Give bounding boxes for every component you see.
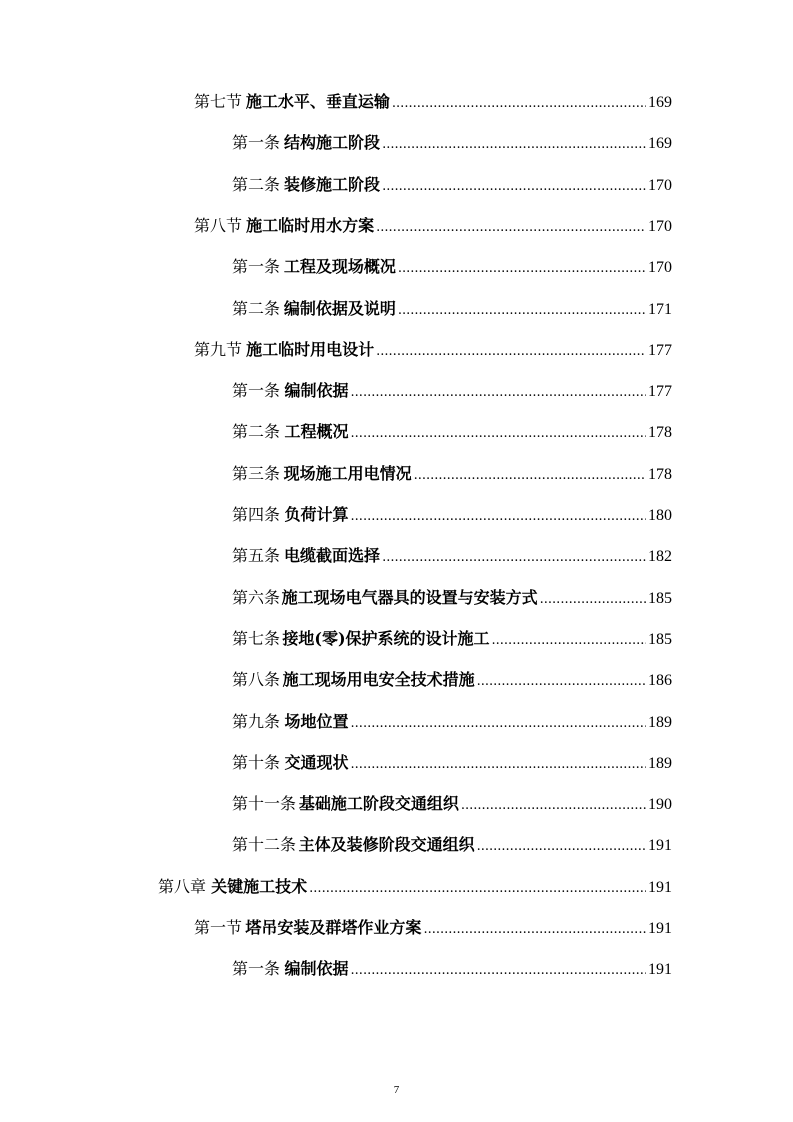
toc-entry-number: 第一条 xyxy=(232,133,281,152)
toc-entry[interactable] xyxy=(232,295,672,323)
toc-entry[interactable] xyxy=(232,831,672,859)
toc-entry-page: 190 xyxy=(648,796,672,813)
dot-leader xyxy=(351,503,646,531)
dot-leader xyxy=(376,214,646,242)
toc-entry-number: 第七节 xyxy=(194,92,243,111)
toc-entry-number: 第八章 xyxy=(158,877,207,896)
toc-entry-page: 170 xyxy=(648,259,672,276)
toc-entry-title: 场地位置 xyxy=(284,712,349,731)
dot-leader xyxy=(309,875,646,903)
toc-entry-title: 装修施工阶段 xyxy=(284,175,381,194)
dot-leader xyxy=(392,90,646,118)
toc-entry-number: 第九节 xyxy=(194,340,243,359)
dot-leader xyxy=(351,379,646,407)
toc-entry-title: 工程概况 xyxy=(284,422,349,441)
toc-entry-title: 主体及装修阶段交通组织 xyxy=(298,835,475,854)
dot-leader xyxy=(382,544,646,572)
toc-entry-title: 施工水平、垂直运输 xyxy=(245,92,390,111)
toc-entry[interactable] xyxy=(158,873,672,901)
toc-entry-number: 第十条 xyxy=(232,753,281,772)
dot-leader xyxy=(461,792,646,820)
toc-entry[interactable] xyxy=(232,542,672,570)
toc-entry[interactable] xyxy=(232,129,672,157)
toc-entry-page: 191 xyxy=(648,920,672,937)
toc-entry-page: 170 xyxy=(648,177,672,194)
dot-leader xyxy=(414,462,646,490)
toc-entry[interactable] xyxy=(232,460,672,488)
toc-entry-page: 180 xyxy=(648,507,672,524)
dot-leader xyxy=(376,338,646,366)
toc-entry-title: 交通现状 xyxy=(284,753,349,772)
toc-entry[interactable] xyxy=(194,914,672,942)
toc-entry[interactable] xyxy=(232,171,672,199)
dot-leader xyxy=(351,957,646,985)
page-number: 7 xyxy=(393,1084,400,1096)
toc-entry-number: 第一条 xyxy=(232,959,281,978)
toc-entry-title: 施工临时用电设计 xyxy=(246,340,375,359)
toc-entry-page: 185 xyxy=(648,631,672,648)
toc-entry-number: 第八节 xyxy=(194,216,243,235)
toc-entry-title: 施工现场电气器具的设置与安装方式 xyxy=(281,588,538,607)
toc-entry-number: 第三条 xyxy=(232,464,281,483)
dot-leader xyxy=(351,710,646,738)
dot-leader xyxy=(382,173,646,201)
toc-entry-title: 接地(零)保护系统的设计施工 xyxy=(282,629,490,648)
toc-entry[interactable] xyxy=(232,790,672,818)
toc-entry-title: 工程及现场概况 xyxy=(283,257,396,276)
toc-entry[interactable] xyxy=(232,253,672,281)
toc-entry-number: 第十二条 xyxy=(232,835,297,854)
toc-entry-page: 170 xyxy=(648,218,672,235)
toc-entry-number: 第二条 xyxy=(232,175,281,194)
toc-entry-title: 施工现场用电安全技术措施 xyxy=(282,670,475,689)
toc-entry[interactable] xyxy=(194,336,672,364)
toc-entry-number: 第一条 xyxy=(232,381,281,400)
toc-entry-number: 第五条 xyxy=(232,546,281,565)
toc-entry-number: 第八条 xyxy=(232,670,281,689)
toc-entry-title: 基础施工阶段交通组织 xyxy=(298,794,459,813)
toc-entry-page: 189 xyxy=(648,755,672,772)
toc-entry-page: 177 xyxy=(648,342,672,359)
toc-entry-page: 182 xyxy=(648,548,672,565)
dot-leader xyxy=(540,586,646,614)
toc-entry[interactable] xyxy=(194,212,672,240)
toc-entry-page: 177 xyxy=(648,383,672,400)
toc-entry[interactable] xyxy=(232,584,672,612)
toc-entry-number: 第二条 xyxy=(232,299,281,318)
toc-entry-number: 第九条 xyxy=(232,712,281,731)
toc-entry[interactable] xyxy=(232,625,672,653)
dot-leader xyxy=(398,297,646,325)
dot-leader xyxy=(423,916,646,944)
toc-entry[interactable] xyxy=(232,955,672,983)
toc-entry[interactable] xyxy=(232,708,672,736)
toc-entry-page: 186 xyxy=(648,672,672,689)
toc-entry-number: 第四条 xyxy=(232,505,281,524)
dot-leader xyxy=(477,668,646,696)
toc-entry-title: 现场施工用电情况 xyxy=(283,464,412,483)
toc-entry-title: 关键施工技术 xyxy=(211,877,308,896)
toc-entry-number: 第七条 xyxy=(232,629,281,648)
toc-entry-title: 电缆截面选择 xyxy=(284,546,381,565)
toc-entry-page: 178 xyxy=(648,424,672,441)
toc-entry[interactable] xyxy=(232,666,672,694)
toc-entry-number: 第一条 xyxy=(232,257,281,276)
toc-entry-title: 负荷计算 xyxy=(284,505,349,524)
toc-entry[interactable] xyxy=(232,418,672,446)
toc-entry-page: 169 xyxy=(648,135,672,152)
toc-entry-title: 施工临时用水方案 xyxy=(246,216,375,235)
toc-entry-number: 第二条 xyxy=(232,422,281,441)
toc-entry-title: 编制依据 xyxy=(284,381,349,400)
toc-entry[interactable] xyxy=(232,501,672,529)
dot-leader xyxy=(351,751,646,779)
toc-entry[interactable] xyxy=(232,749,672,777)
dot-leader xyxy=(492,627,646,655)
toc-entry-number: 第十一条 xyxy=(232,794,297,813)
toc-entry-page: 185 xyxy=(648,590,672,607)
toc-entry-title: 塔吊安装及群塔作业方案 xyxy=(245,918,422,937)
toc-entry-title: 结构施工阶段 xyxy=(284,133,381,152)
dot-leader xyxy=(477,833,646,861)
toc-entry-page: 191 xyxy=(648,961,672,978)
toc-entry-page: 189 xyxy=(648,714,672,731)
toc-entry-page: 178 xyxy=(648,466,672,483)
toc-entry-number: 第六条 xyxy=(232,588,281,607)
toc-entry-page: 171 xyxy=(648,301,672,318)
toc-entry[interactable] xyxy=(194,88,672,116)
toc-entry[interactable] xyxy=(232,377,672,405)
toc-entry-page: 169 xyxy=(648,94,672,111)
dot-leader xyxy=(398,255,646,283)
dot-leader xyxy=(351,420,646,448)
toc-entry-page: 191 xyxy=(648,837,672,854)
dot-leader xyxy=(382,131,646,159)
toc-entry-page: 191 xyxy=(648,879,672,896)
toc-entry-title: 编制依据 xyxy=(284,959,349,978)
toc-entry-number: 第一节 xyxy=(194,918,243,937)
toc-entry-title: 编制依据及说明 xyxy=(283,299,396,318)
